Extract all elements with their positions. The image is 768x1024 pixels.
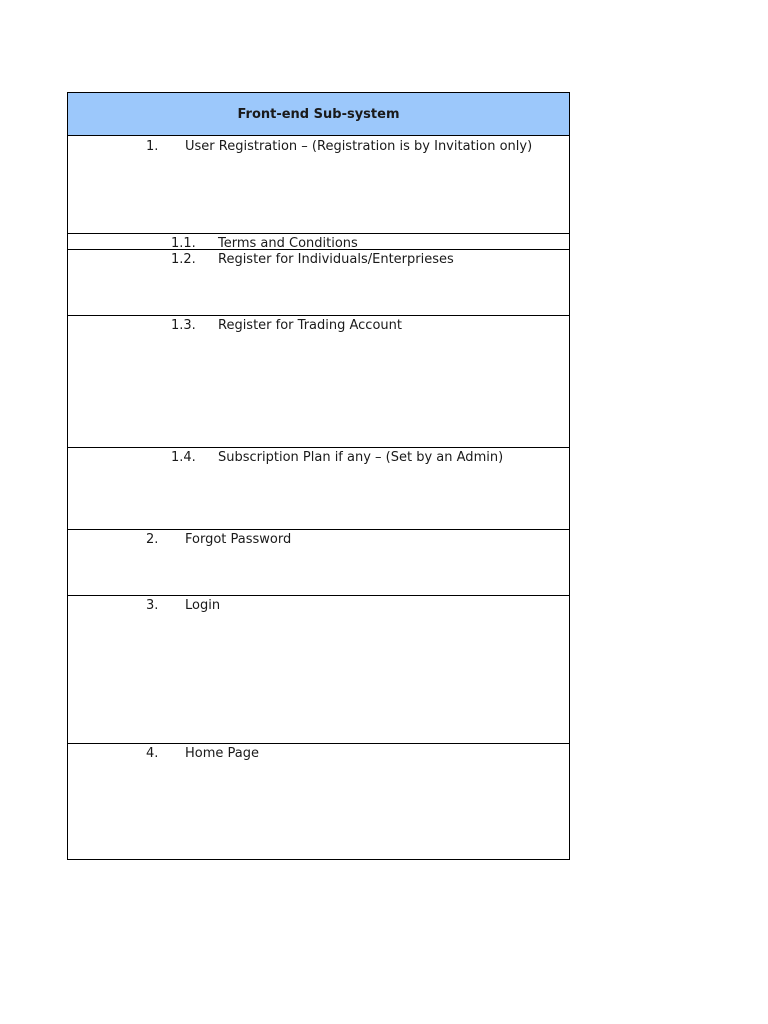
- list-item: [171, 252, 454, 268]
- item-number: 1.2.: [171, 252, 196, 267]
- item-label: Home Page: [185, 746, 259, 761]
- item-label: Subscription Plan if any – (Set by an Admin): [218, 450, 504, 465]
- item-number: 3.: [146, 598, 159, 613]
- table-row: [68, 530, 569, 596]
- item-label: Register for Trading Account: [218, 318, 402, 333]
- item-number: 2.: [146, 532, 159, 547]
- list-item: [171, 318, 402, 334]
- list-item: [171, 450, 503, 466]
- item-number: 1.3.: [171, 318, 196, 333]
- item-number: 1.4.: [171, 450, 196, 465]
- list-item: [146, 532, 291, 548]
- item-number: 1.1.: [171, 236, 196, 251]
- table-row: [68, 448, 569, 530]
- item-number: 4.: [146, 746, 159, 761]
- item-label: User Registration – (Registration is by Invitation only): [185, 139, 533, 154]
- item-label: Terms and Conditions: [218, 236, 358, 251]
- list-item: [146, 746, 259, 762]
- item-label: Forgot Password: [185, 532, 292, 547]
- item-label: Register for Individuals/Enterprieses: [218, 252, 454, 267]
- subsystem-table: [67, 92, 570, 860]
- item-label: Login: [185, 598, 221, 613]
- item-number: 1.: [146, 139, 159, 154]
- table-header: Front-end Sub-system: [68, 93, 569, 136]
- list-item: [146, 598, 220, 614]
- table-row: [68, 316, 569, 448]
- table-row: [68, 744, 569, 859]
- table-row: [68, 234, 569, 250]
- table-row: [68, 250, 569, 316]
- list-item: [146, 139, 532, 155]
- table-row: [68, 136, 569, 234]
- table-row: [68, 596, 569, 744]
